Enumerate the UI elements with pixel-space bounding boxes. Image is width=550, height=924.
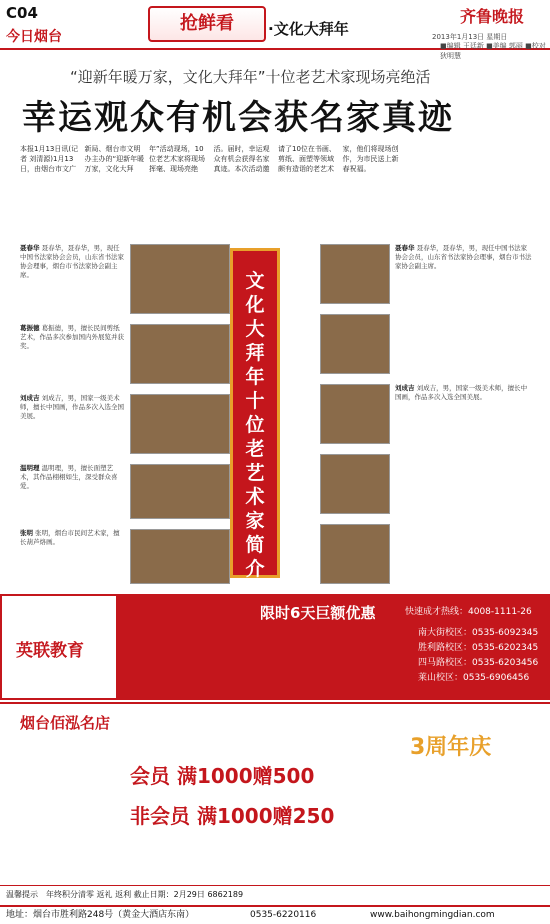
- artist-photo: [130, 244, 230, 314]
- ad-phone: 快速成才热线：4008-1111-26: [405, 607, 532, 617]
- ad-slogan: 限时6天巨额优惠: [260, 604, 376, 622]
- subheadline: “迎新年暖万家，文化大拜年”十位老艺术家现场亮绝活: [70, 68, 431, 86]
- school-item: 莱山校区：0535-6906456: [418, 673, 530, 683]
- feature-banner: [230, 248, 280, 578]
- profile-text: 温明理 温明理，男，擅长面塑艺术，其作品栩栩如生，深受群众喜爱。: [20, 464, 118, 490]
- member-offer: 会员 满1000赠500: [130, 764, 315, 788]
- profile-text: 聂春华 聂春华，聂春华，男，现任中国书法家协会会员，山东省书法家协会理事，烟台市书法家协会副主席。: [395, 244, 532, 270]
- school-item: 四马路校区：0535-6203456: [418, 658, 539, 668]
- artist-photo: [320, 454, 390, 514]
- paper-name: 齐鲁晚报: [460, 7, 525, 26]
- artist-photo: [130, 529, 230, 584]
- store-name: 烟台佰泓名店: [20, 714, 111, 732]
- footer-address: 地址：烟台市胜利路248号（黄金大酒店东南）: [6, 910, 195, 920]
- artist-photo: [320, 314, 390, 374]
- profile-text: 张明 张明，烟台市民间艺术家，擅长葫芦烙画。: [20, 529, 120, 546]
- column-title: ·文化大拜年: [268, 20, 349, 38]
- footer: [0, 905, 550, 924]
- profile-text: 刘成吉 刘成吉，男，国家一级美术师，擅长中国画，作品多次入选全国美展。: [395, 384, 528, 401]
- artist-photo: [130, 324, 230, 384]
- editors-line: ■编辑 王廷新 ■美编 郭丽 ■校对 狄明慧: [440, 42, 546, 60]
- headline: 幸运观众有机会获名家真迹: [22, 98, 454, 138]
- profile-text: 聂春华 聂春华，聂春华，男，现任中国书法家协会会员，山东省书法家协会理事，烟台市书法家协会副主席。: [20, 244, 124, 279]
- artist-photo: [320, 244, 390, 304]
- school-item: 胜利路校区：0535-6202345: [418, 643, 539, 653]
- issue-date: 2013年1月13日 星期日: [432, 33, 508, 41]
- page-number: C04: [6, 4, 38, 22]
- brand-name: 英联教育: [16, 641, 84, 661]
- article-body: 本报1月13日讯(记者 刘清源)1月13日，由烟台市文广新局、烟台市文明办主办的“迎新年暖万家，文化大拜年”活动现场，10位老艺术家将现场挥毫、现场亮绝活。届时，幸运观众有机会获得名家真迹。本次活动邀请了10位在书画、剪纸、面塑等领域颇有造诣的老艺术家，他们将现场创作，为市民送上新春祝福。: [20, 145, 399, 173]
- artist-photo: [130, 464, 230, 519]
- education-ad-brand: [0, 594, 118, 700]
- notice-bar: 温馨提示 年终积分清零 返礼 返利 截止日期：2月29日 6862189: [0, 885, 550, 903]
- school-list: [418, 626, 538, 686]
- artist-photo: [320, 524, 390, 584]
- profile-text: 刘成吉 刘成吉，男，国家一级美术师，擅长中国画，作品多次入选全国美展。: [20, 394, 124, 420]
- footer-site: www.baihongmingdian.com: [370, 910, 495, 920]
- nonmember-offer: 非会员 满1000赠250: [130, 804, 335, 828]
- profile-text: 葛振德 葛振德，男，擅长民间剪纸艺术，作品多次参加国内外展览并获奖。: [20, 324, 124, 350]
- anniversary-title: 3周年庆: [410, 735, 492, 760]
- artist-photo: [130, 394, 230, 454]
- banner-title: 文化大拜年 十位老艺术家简介: [245, 270, 265, 580]
- school-item: 南大街校区：0535-6092345: [418, 628, 539, 638]
- artist-photo: [320, 384, 390, 444]
- section-name: 今日烟台: [6, 29, 62, 45]
- column-logo: 抢鲜看: [148, 6, 266, 42]
- footer-hotline: 0535-6220116: [250, 910, 317, 920]
